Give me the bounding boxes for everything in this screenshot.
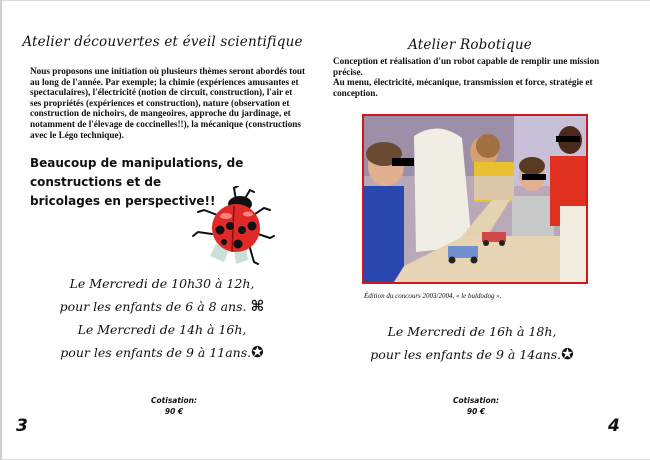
schedule-line: pour les enfants de 6 à 8 ans. ⌘ <box>59 297 265 315</box>
right-page-title: Atelier Robotique <box>408 37 532 53</box>
highlight-line: bricolages en perspective!! <box>30 194 216 208</box>
text-line: avec le Légo technique). <box>30 129 124 140</box>
left-page-highlight <box>30 154 330 211</box>
fee-value: 90 € <box>164 407 184 416</box>
schedule-line: pour les enfants de 9 à 14ans.✪ <box>370 345 574 363</box>
text-line: conception. <box>333 87 378 98</box>
schedule-line: Le Mercredi de 16h à 18h, <box>387 324 557 339</box>
left-page-fee <box>134 395 214 417</box>
text-line: Conception et réalisation d'un robot capable de remplir une mission <box>333 56 600 66</box>
right-page-fee <box>436 395 516 417</box>
fee-value: 90 € <box>466 407 486 416</box>
text-line: spectaculaires), l'électricité (notion de circuit, construction), l'air et <box>30 87 293 98</box>
schedule-line: pour les enfants de 9 à 11ans.✪ <box>60 343 264 361</box>
text-line: ses propriétés (expériences et construction), nature (observation et <box>30 97 290 108</box>
star-circle-icon: ✪ <box>251 343 264 361</box>
photo-scene <box>364 116 586 282</box>
left-page-title: Atelier découvertes et éveil scientifique <box>22 34 303 50</box>
text-line: notamment de l'élevage de coccinelles!!), la mécanique (constructions <box>30 118 301 129</box>
fee-label: Cotisation: <box>453 396 499 405</box>
right-page-description <box>333 56 643 98</box>
text-line: précise. <box>333 66 363 77</box>
left-page-description <box>30 66 330 140</box>
text-line: au long de l'année. Par exemple; la chimie (expériences amusantes et <box>30 76 299 87</box>
photo-caption: Édition du concours 2003/2004, « le buldodog ». <box>364 292 502 300</box>
page-number: 3 <box>16 416 28 436</box>
schedule-line: Le Mercredi de 14h à 16h, <box>77 322 247 337</box>
star-circle-icon: ✪ <box>561 345 574 363</box>
ladybug-icon <box>190 186 276 268</box>
right-page-schedule <box>322 320 622 366</box>
fee-label: Cotisation: <box>151 396 197 405</box>
schedule-line: Le Mercredi de 10h30 à 12h, <box>69 276 255 291</box>
highlight-line: Beaucoup de manipulations, de constructions et de <box>30 156 244 189</box>
left-page-schedule <box>12 272 312 364</box>
text-line: construction de nichoirs, de mangeoires, approche du jardinage, et <box>30 108 291 119</box>
command-symbol-icon: ⌘ <box>250 297 265 315</box>
text-line: Nous proposons une initiation où plusieurs thèmes seront abordés tout <box>30 66 306 76</box>
robotics-photo <box>362 114 588 284</box>
page-number: 4 <box>608 416 620 436</box>
text-line: Au menu, électricité, mécanique, transmission et force, stratégie et <box>333 77 593 88</box>
